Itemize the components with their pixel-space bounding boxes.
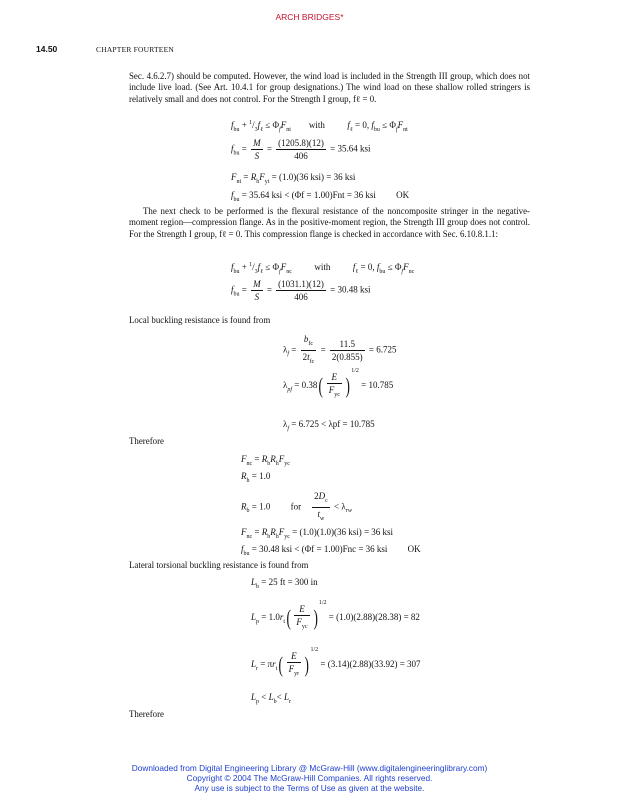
footer-terms: Any use is subject to the Terms of Use as given at the website.	[194, 783, 425, 793]
equation-lb: $L_b = 25$ ft = 300 in	[251, 577, 318, 590]
fbu-check-text: = 35.64 ksi < (Φf = 1.00)Fnt = 36 ksi	[241, 190, 376, 200]
equation-lambda-compare: $\lambda_f = 6.725 < \lambda pf = 10.785$	[283, 419, 375, 432]
equation-rh: $R_h = 1.0$	[241, 471, 271, 484]
exponent-lp: 1/2	[318, 599, 327, 606]
fraction-numerator-2: (1031.1)(12)	[278, 279, 324, 289]
equation-fbu-check-1: $f_{bu} = 35.64$ ksi < (Φf = 1.00)Fnt = 36 ksi OK	[231, 190, 410, 203]
chapter-title: CHAPTER FOURTEEN	[96, 45, 174, 54]
with-label: with	[308, 120, 325, 130]
page-number: 14.50	[36, 44, 58, 54]
lambda-pf-result: = 10.785	[361, 379, 394, 390]
equation-fnc-def: $F_{nc} = R_bR_hF_{yc}$	[241, 454, 290, 467]
equation-length-compare: $L_p < L_b< L_r$	[251, 692, 291, 705]
fnt-result: = (1.0)(36 ksi) = 36 ksi	[271, 172, 356, 182]
lambda-denominator: 2(0.855)	[331, 351, 363, 362]
equation-lambda-f: $\lambda_f$ = $\frac{b_{fc}}{2t_{fc}}$ = $\frac{11.5}{2(0.855)}$ = 6.725	[283, 334, 397, 365]
fbu-check-text-2: = 30.48 ksi < (Φf = 1.00)Fnc = 36 ksi	[251, 544, 388, 554]
equation-flexure-check-2: $f_{bu} + ^1/_3f_\ell \le \Phi_fF_{nc}$ with $f_\ell = 0$, $f_{bu} \le \Phi_fF_{nc}$	[231, 262, 415, 275]
equation-lr: $L_r = \pi r_t$( $\frac{E}{F_{yr}}$ )$^{1/2}$ = (3.14)(2.88)(33.92) = 307	[251, 646, 421, 677]
running-title: ARCH BRIDGES*	[275, 12, 344, 22]
fraction-denominator-2: 406	[294, 292, 308, 302]
rh-value: = 1.0	[251, 471, 271, 481]
fraction-denominator: 406	[294, 151, 308, 161]
equation-fbu-1: $f_{bu}$ = $\frac{M}{S}$ = $\frac{(1205.8)(12)}{406}$ = 35.64 ksi	[231, 138, 371, 161]
therefore-label-1: Therefore	[129, 436, 164, 446]
equation-flexure-check-1: $f_{bu} + ^1/_3f_\ell \le \Phi_fF_{nt}$ with $f_\ell = 0$, $f_{bu} \le \Phi_fF_{nt}$	[231, 120, 408, 133]
for-label: for	[290, 501, 302, 512]
lb-value: = 25 ft = 300 in	[261, 577, 318, 587]
lp-result: = (1.0)(2.88)(28.38) = 82	[328, 611, 420, 622]
lr-result: = (3.14)(2.88)(33.92) = 307	[320, 658, 421, 669]
lambda-numerator: 11.5	[330, 339, 365, 351]
fbu-result: = 35.64 ksi	[330, 143, 371, 154]
exponent-lr: 1/2	[310, 646, 319, 653]
equation-lambda-pf: $\lambda_{pf} = 0.38$( $\frac{E}{F_{yc}}$ )$^{1/2}$ = 10.785	[283, 367, 394, 398]
equation-fnt: $F_{nt} = R_hF_{yt} = (1.0)(36$ ksi) = 36 ksi	[231, 172, 356, 185]
local-buckling-label: Local buckling resistance is found from	[129, 315, 271, 325]
equation-fbu-2: $f_{bu}$ = $\frac{M}{S}$ = $\frac{(1031.1)(12)}{406}$ = 30.48 ksi	[231, 279, 371, 302]
lambda-pf-coef: = 0.38	[294, 379, 318, 390]
with-label-2: with	[314, 262, 331, 272]
lambda-compare-text: = 6.725 < λpf = 10.785	[291, 419, 375, 429]
therefore-label-2: Therefore	[129, 709, 164, 719]
lateral-torsional-label: Lateral torsional buckling resistance is found from	[129, 560, 309, 570]
fraction-numerator: (1205.8)(12)	[278, 138, 324, 148]
paragraph-negative-moment: The next check to be performed is the flexural resistance of the noncomposite stringer in the negative-moment region—compression flange. As in the positive-moment region, the Strength III group does not control. For the Strength I group, fℓ = 0. This compression flange is checked in accordance with Sec. 6.10.8.1.1:	[129, 206, 530, 239]
ok-label: OK	[396, 190, 410, 200]
equation-rb: $R_b = 1.0$ for $\frac{2D_c}{t_w}$ < $\lambda_{rw}$	[241, 491, 353, 522]
exponent: 1/2	[351, 367, 359, 374]
ok-label-2: OK	[407, 544, 421, 554]
paragraph-wind-load: Sec. 4.6.2.7) should be computed. However, the wind load is included in the Strength III group, which does not include live load. (See Art. 10.4.1 for group designations.) The wind load on these shallow rolled stringers is relatively small and does not control. For the Strength I group, fℓ = 0.	[129, 71, 530, 104]
footer-download-link[interactable]: Downloaded from Digital Engineering Library @ McGraw-Hill (www.digitalengineeringlibrary.com)	[131, 763, 488, 773]
fbu-result-2: = 30.48 ksi	[330, 284, 371, 295]
equation-lp: $L_p = 1.0r_t$( $\frac{E}{F_{yc}}$ )$^{1/2}$ = (1.0)(2.88)(28.38) = 82	[251, 599, 420, 630]
footer-copyright: Copyright © 2004 The McGraw-Hill Companies. All rights reserved.	[186, 773, 433, 783]
lambda-result: = 6.725	[368, 344, 397, 355]
equation-fbu-check-2: $f_{bu} = 30.48$ ksi < (Φf = 1.00)Fnc = 36 ksi OK	[241, 544, 421, 557]
rb-value: = 1.0	[251, 501, 271, 512]
fnc-result: = (1.0)(1.0)(36 ksi) = 36 ksi	[292, 527, 394, 537]
equation-fnc: $F_{nc} = R_bR_hF_{yc} = (1.0)(1.0)(36$ ksi) = 36 ksi	[241, 527, 394, 540]
